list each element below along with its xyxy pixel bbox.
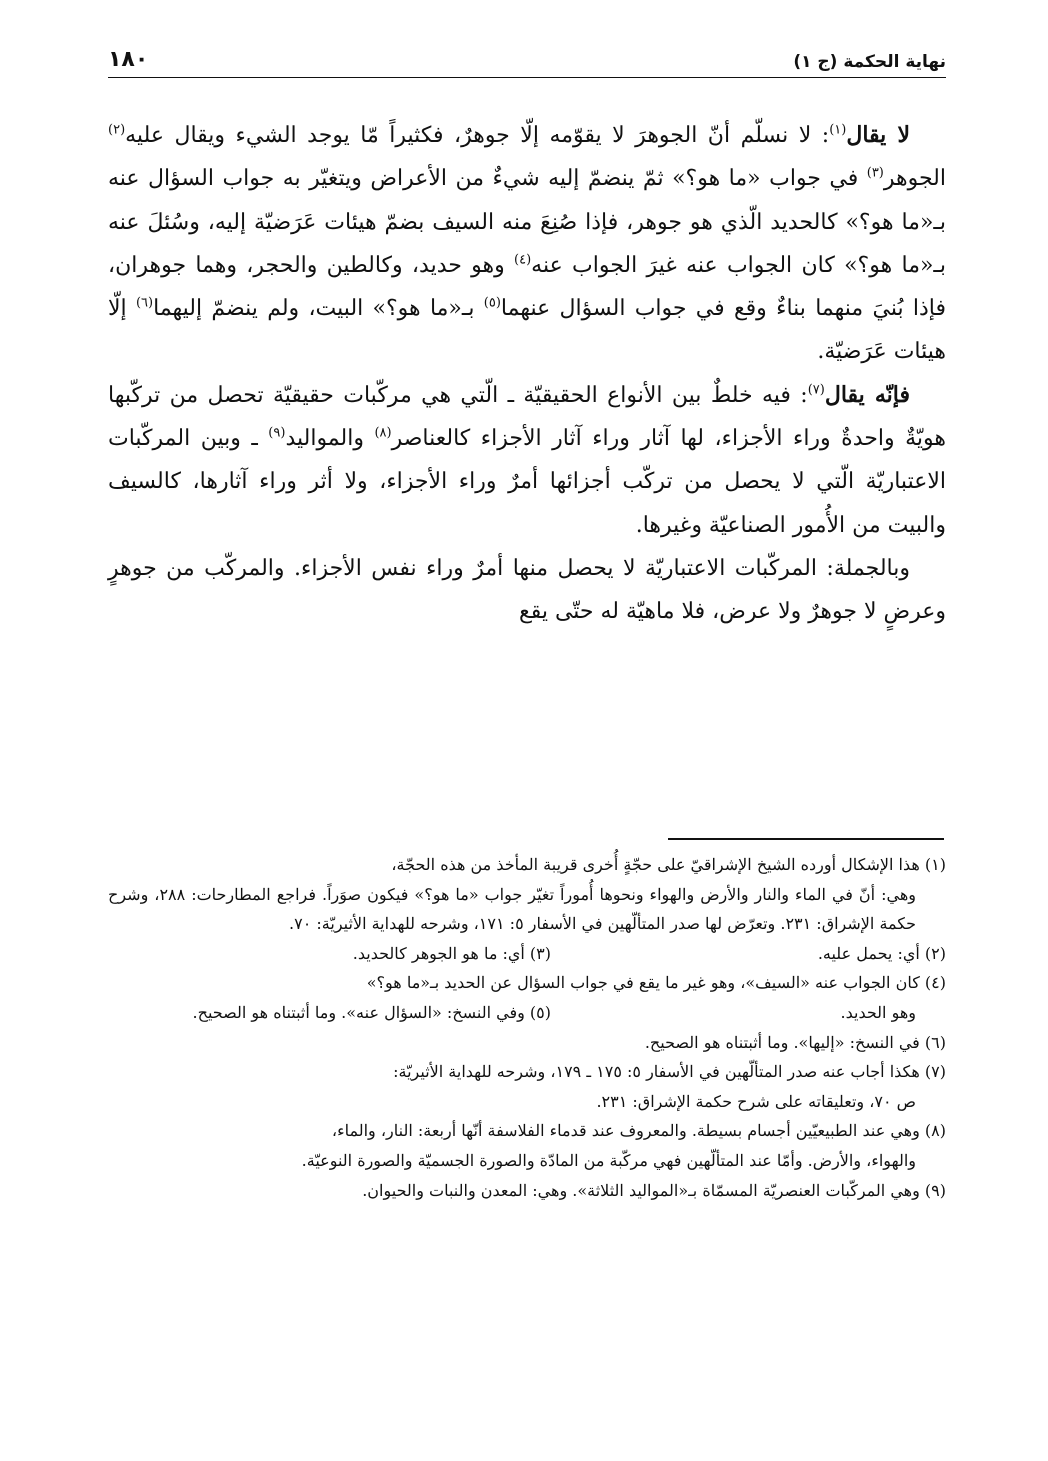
footnote-1: (١) هذا الإشكال أورده الشيخ الإشراقيّ على حجّةٍ أُخرى قريبة المأخذ من هذه الحجّة، bbox=[391, 855, 946, 874]
paragraph-lead: فإنّه يقال bbox=[824, 381, 910, 408]
paragraph-lead: لا يقال bbox=[846, 122, 910, 148]
paragraph-text: وهو حديد، وكالطين والحجر، وهما جوهران، فإذا بُنيَ منهما بناءٌ وقع في جواب السؤال عنهما bbox=[108, 252, 947, 322]
footnote-2: (٢) أي: يحمل عليه. bbox=[817, 943, 946, 963]
footnote-ref: (٤) bbox=[514, 252, 532, 268]
paragraph-text: في جواب «ما هو؟» ثمّ ينضمّ إليه شيءٌ من الأعراض ويتغيّر به جواب السؤال عنه بـ«ما هو؟» كالحديد الّذي هو جوهر، فإذا صُنِعَ منه السيف بضمّ هيئات عَرَضيّة إليه، وسُئلَ عنه بـ«ما هو؟» كان الجواب عنه غيرَ الجواب عنه bbox=[108, 166, 947, 278]
main-text bbox=[108, 114, 946, 634]
page-number: ١٨٠ bbox=[108, 47, 149, 72]
paragraph-summary: وبالجملة: المركّبات الاعتباريّة لا يحصل منها أمرٌ وراء نفس الأجزاء. والمركّب من جوهرٍ وعرضٍ لا جوهرٌ ولا عرض، فلا ماهيّة له حتّى يقع bbox=[108, 555, 946, 625]
footnote-ref: (٥) bbox=[483, 295, 501, 311]
paragraph-text: ـ وبين المركّبات الاعتباريّة الّتي لا يحصل من تركّب أجزائها أمرٌ وراء الأجزاء، ولا أثر وراء آثارها، كالسيف والبيت من الأُمور الصناعيّة وغيرها. bbox=[108, 426, 946, 538]
footnote-5: (٥) وفي النسخ: «السؤال عنه». وما أثبتناه هو الصحيح. bbox=[192, 1002, 551, 1022]
footnote-ref: (٧) bbox=[807, 382, 825, 398]
paragraph-text: : لا نسلّم أنّ الجوهرَ لا يقوّمه إلّا جوهرٌ، فكثيراً مّا يوجد الشيء ويقال عليه bbox=[125, 123, 830, 148]
footnote-separator bbox=[668, 838, 944, 840]
footnote-ref: (١) bbox=[829, 122, 847, 138]
footnotes bbox=[108, 850, 946, 1205]
paragraph-objection bbox=[108, 114, 946, 374]
paragraph-text: الجوهر bbox=[883, 166, 946, 192]
footnote-8-continuation: والهواء، والأرض. وأمّا عند المتألّهين فهي مركّبة من المادّة والصورة الجسميّة والصورة النوعيّة. bbox=[301, 1150, 916, 1170]
footnote-row bbox=[108, 939, 946, 969]
paragraph-text: والمواليد bbox=[285, 426, 375, 452]
running-title: نهاية الحكمة (ج ١) bbox=[793, 52, 946, 72]
footnote-ref: (٩) bbox=[268, 425, 286, 441]
page-header bbox=[108, 38, 946, 78]
footnote-ref: (٨) bbox=[374, 425, 392, 441]
paragraph-text: بـ«ما هو؟» البيت، ولم ينضمّ إليهما bbox=[153, 296, 484, 322]
footnote-4: (٤) كان الجواب عنه «السيف»، وهو غير ما يقع في جواب السؤال عن الحديد بـ«ما هو؟» bbox=[366, 973, 946, 993]
paragraph-reply bbox=[108, 374, 946, 547]
footnote-4-continuation: وهو الحديد. bbox=[840, 1002, 916, 1022]
footnote-6: (٦) في النسخ: «إليها». وما أثبتناه هو الصحيح. bbox=[644, 1032, 946, 1052]
paragraph-text: : فيه خلطٌ بين الأنواع الحقيقيّة ـ الّتي هي مركّبات حقيقيّة تحصل من تركّبها هويّةٌ واحدةٌ وراء الأجزاء، لها آثار وراء آثار الأجزاء كالعناصر bbox=[108, 382, 946, 452]
footnote-1-continuation: وهي: أنّ في الماء والنار والأرض والهواء ونحوها أُموراً تغيّر جواب «ما هو؟» فيكون صوَراً. فراجع المطارحات: ٢٨٨، وشرح حكمة الإشراق: ٢٣١. وتعرّض لها صدر المتألّهين في الأسفار ٥: ١٧١، وشرحه للهداية الأثيريّة: ٧٠. bbox=[108, 884, 916, 934]
footnote-3: (٣) أي: ما هو الجوهر كالحديد. bbox=[352, 943, 551, 963]
footnote-ref: (٢) bbox=[108, 122, 126, 138]
footnote-ref: (٦) bbox=[135, 295, 154, 311]
paragraph-text: إلّا هيئات عَرَضيّة. bbox=[108, 296, 946, 365]
footnote-ref: (٣) bbox=[866, 165, 884, 181]
footnote-9: (٩) وهي المركّبات العنصريّة المسمّاة بـ«المواليد الثلاثة». وهي: المعدن والنبات والحيوان. bbox=[362, 1180, 946, 1200]
footnote-7: (٧) هكذا أجاب عنه صدر المتألّهين في الأسفار ٥: ١٧٥ ـ ١٧٩، وشرحه للهداية الأثيريّة: bbox=[393, 1062, 946, 1082]
footnote-row bbox=[108, 998, 946, 1028]
footnote-7-continuation: ص ٧٠، وتعليقاته على شرح حكمة الإشراق: ٢٣١. bbox=[596, 1091, 916, 1111]
footnote-8: (٨) وهي عند الطبيعيّين أجسام بسيطة. والمعروف عند قدماء الفلاسفة أنّها أربعة: النار، والماء، bbox=[331, 1121, 946, 1141]
